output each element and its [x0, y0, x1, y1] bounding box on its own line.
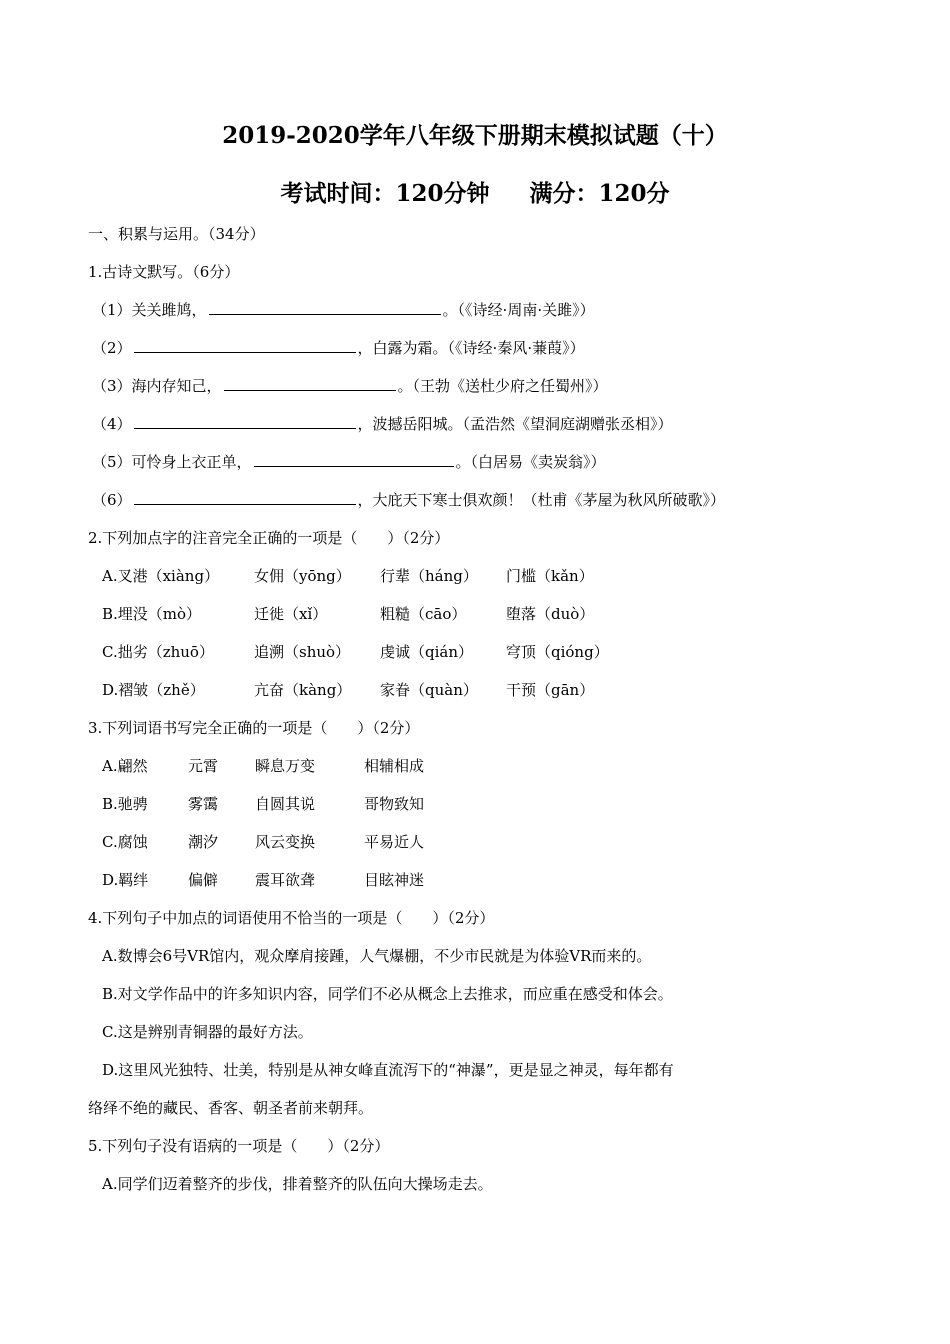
answer-blank[interactable] [134, 414, 356, 429]
q4-option-d: D.这里风光独特、壮美，特别是从神女峰直流泻下的“神瀑”，更是显之神灵，每年都有 [102, 1061, 674, 1079]
question-5-stem: 5.下列句子没有语病的一项是（ ）（2分） [88, 1137, 390, 1155]
q3-option-d: D.羁绊 偏僻 震耳欲聋 目眩神迷 [102, 871, 425, 889]
question-4-stem: 4.下列句子中加点的词语使用不恰当的一项是（ ）（2分） [88, 909, 495, 927]
q2-option-d: D.褶皱（zhě） 亢奋（kàng） 家眷（quàn） 干预（gān） [102, 681, 595, 699]
q1-item-2: （2） ，白露为霜。（《诗经·秦风·蒹葭》） [92, 339, 585, 357]
answer-blank[interactable] [254, 452, 454, 467]
q3-option-a: A.翩然 元霄 瞬息万变 相辅相成 [102, 757, 425, 775]
exam-info [0, 175, 950, 208]
answer-blank[interactable] [134, 490, 356, 505]
q4-option-a: A.数博会6号VR馆内，观众摩肩接踵，人气爆棚，不少市民就是为体验VR而来的。 [102, 947, 652, 965]
exam-time: 考试时间：120分钟 [280, 180, 490, 207]
exam-score: 满分：120分 [529, 180, 670, 207]
q4-option-c: C.这是辨别青铜器的最好方法。 [102, 1023, 313, 1041]
q3-option-b: B.驰骋 雾霭 自圆其说 哥物致知 [102, 795, 425, 813]
exam-title: 2019-2020学年八年级下册期末模拟试题（十） [222, 122, 728, 149]
q2-option-b: B.埋没（mò） 迁徙（xǐ） 粗糙（cāo） 堕落（duò） [102, 605, 595, 623]
q4-option-d-continued: 络绎不绝的藏民、香客、朝圣者前来朝拜。 [88, 1099, 374, 1117]
question-1-stem: 1.古诗文默写。（6分） [88, 263, 240, 281]
q2-option-a: A.叉港（xiàng） 女佣（yōng） 行辈（háng） 门槛（kǎn） [102, 567, 594, 585]
q4-option-b: B.对文学作品中的许多知识内容，同学们不必从概念上去推求，而应重在感受和体会。 [102, 985, 673, 1003]
answer-blank[interactable] [224, 376, 396, 391]
q1-item-5: （5）可怜身上衣正单， 。（白居易《卖炭翁》） [92, 453, 606, 471]
question-3-stem: 3.下列词语书写完全正确的一项是（ ）（2分） [88, 719, 420, 737]
q3-option-c: C.腐蚀 潮汐 风云变换 平易近人 [102, 833, 425, 851]
answer-blank[interactable] [134, 338, 356, 353]
section-heading: 一、积累与运用。（34分） [88, 225, 265, 243]
q1-item-1: （1）关关雎鸠， 。（《诗经·周南·关雎》） [92, 301, 595, 319]
q1-item-4: （4） ，波撼岳阳城。（孟浩然《望洞庭湖赠张丞相》） [92, 415, 673, 433]
q5-option-a: A.同学们迈着整齐的步伐，排着整齐的队伍向大操场走去。 [102, 1175, 493, 1193]
question-2-stem: 2.下列加点字的注音完全正确的一项是（ ）（2分） [88, 529, 450, 547]
q1-item-6: （6） ，大庇天下寒士俱欢颜！（杜甫《茅屋为秋风所破歌》） [92, 491, 726, 509]
q2-option-c: C.拙劣（zhuō） 追溯（shuò） 虔诚（qián） 穹顶（qióng） [102, 643, 609, 661]
q1-item-3: （3）海内存知己， 。（王勃《送杜少府之任蜀州》） [92, 377, 608, 395]
answer-blank[interactable] [209, 300, 441, 315]
